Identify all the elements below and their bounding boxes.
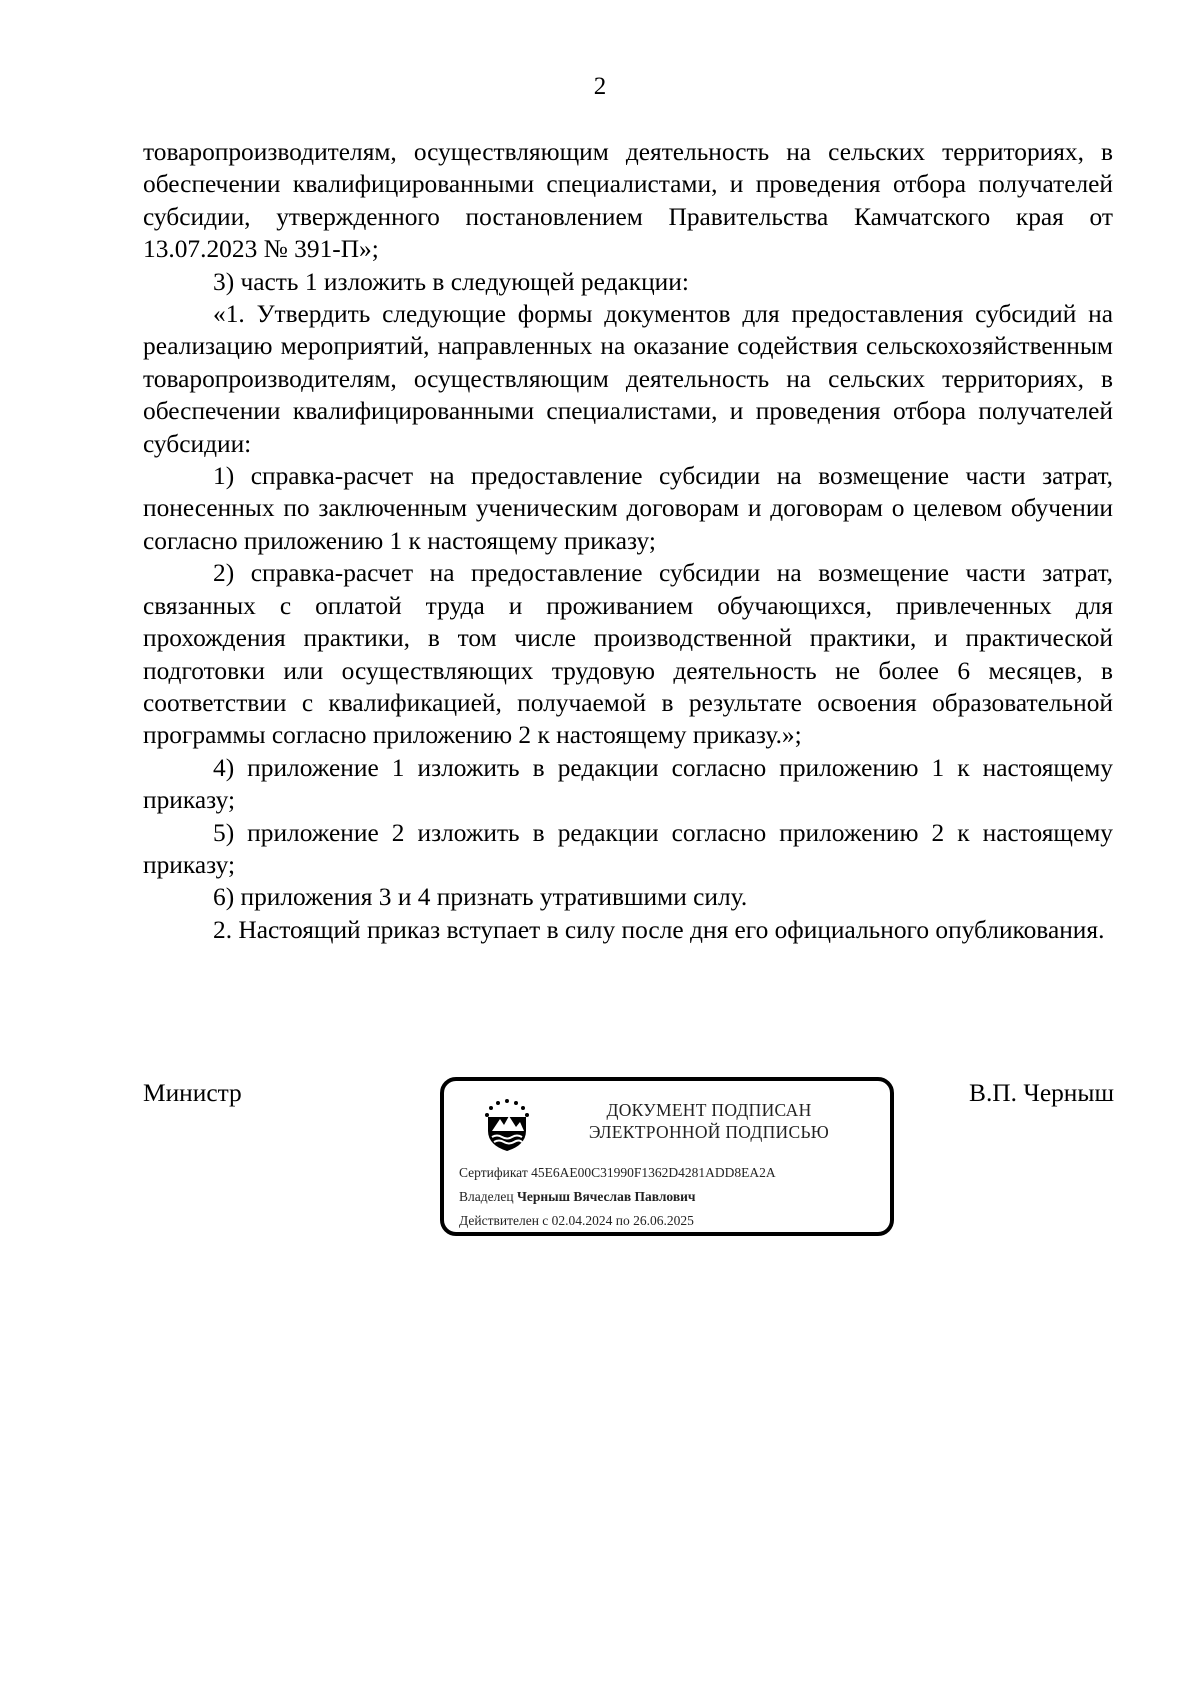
stamp-valid-to-label: по: [615, 1213, 630, 1228]
stamp-title: [554, 1099, 864, 1143]
page-number: 2: [593, 73, 607, 100]
stamp-valid-to: 26.06.2025: [633, 1213, 694, 1228]
stamp-valid-label: Действителен с: [459, 1213, 549, 1228]
paragraph-item-3: 3) часть 1 изложить в следующей редакции:: [213, 267, 689, 296]
stamp-certificate-label: Сертификат: [459, 1165, 528, 1180]
electronic-signature-stamp: [440, 1077, 894, 1236]
paragraph-item-6: 6) приложения 3 и 4 признать утратившими силу.: [213, 883, 748, 912]
stamp-owner-value: Черныш Вячеслав Павлович: [516, 1189, 696, 1204]
stamp-certificate-value: 45E6AE00C31990F1362D4281ADD8EA2A: [531, 1165, 776, 1180]
document-body: [143, 136, 1113, 946]
stamp-certificate-row: [459, 1161, 889, 1185]
stamp-valid-from: 02.04.2024: [551, 1213, 613, 1228]
paragraph-subitem-1: 1) справка-расчет на предоставление субсидии на возмещение части затрат, понесенных по заключенным ученическим договорам и договорам о целевом обучении согласно приложению 1 к настоящему приказу;: [143, 462, 1113, 555]
stamp-title-line-2: ЭЛЕКТРОННОЙ ПОДПИСЬЮ: [588, 1122, 830, 1142]
kamchatka-emblem-icon: [482, 1097, 532, 1153]
stamp-owner-label: Владелец: [459, 1189, 514, 1204]
paragraph-continuation: товаропроизводителям, осуществляющим деятельность на сельских территориях, в обеспечении квалифицированными специалистами, и проведения отбора получателей субсидии, утвержденного постановлением Правительства Камчатского края от 13.07.2023 № 391-П»;: [143, 138, 1113, 264]
paragraph-item-5: 5) приложение 2 изложить в редакции согласно приложению 2 к настоящему приказу;: [143, 818, 1113, 879]
paragraph-subitem-2: 2) справка-расчет на предоставление субсидии на возмещение части затрат, связанных с оплатой труда и проживанием обучающихся, привлеченных для прохождения практики, в том числе производственной практики, и практической подготовки или осуществляющих трудовую деятельность не более 6 месяцев, в соответствии с квалификацией, получаемой в результате освоения образовательной программы согласно приложению 2 к настоящему приказу.»;: [143, 559, 1113, 750]
stamp-title-line-1: ДОКУМЕНТ ПОДПИСАН: [606, 1100, 812, 1120]
paragraph-part-1: «1. Утвердить следующие формы документов для предоставления субсидий на реализацию мероприятий, направленных на оказание содействия сельскохозяйственным товаропроизводителям, осуществляющим деятельность на сельских территориях, в обеспечении квалифицированными специалистами, и проведения отбора получателей субсидии:: [143, 300, 1113, 458]
paragraph-item-4: 4) приложение 1 изложить в редакции согласно приложению 1 к настоящему приказу;: [143, 753, 1113, 815]
stamp-owner-row: [459, 1185, 889, 1209]
stamp-validity-row: [459, 1209, 889, 1233]
signatory-position: Министр: [143, 1079, 242, 1107]
signatory-name: В.П. Черныш: [969, 1079, 1114, 1107]
stamp-details: [459, 1161, 889, 1233]
paragraph-effective: 2. Настоящий приказ вступает в силу после дня его официального опубликования.: [213, 915, 1105, 944]
